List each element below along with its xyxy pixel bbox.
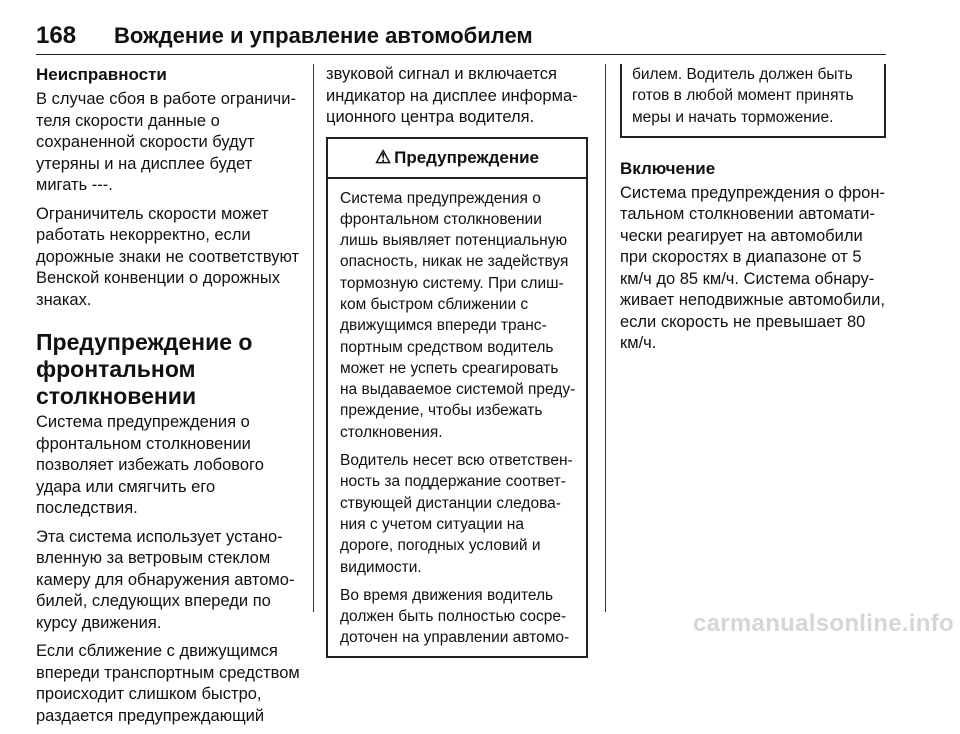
subheading-malfunction: Неисправности — [36, 65, 167, 84]
warning-paragraph: Во время движения водитель должен быть полностью сосредоточен на управлении автомо- — [340, 586, 570, 647]
warning-box — [326, 137, 588, 658]
subheading-enable: Включение — [620, 158, 716, 178]
warning-paragraph: Водитель несет всю ответственность за поддержание соответствующей дистанции следования с учетом ситуации на дороге, погодных условий и видимости. — [340, 452, 573, 576]
warning-body — [328, 179, 586, 649]
warning-triangle-icon: ⚠ — [374, 147, 392, 167]
column-2 — [326, 64, 588, 658]
warning-paragraph: билем. Водитель должен быть готов в любой момент принять меры и начать торможение. — [632, 66, 854, 126]
warning-title-text: Предупреждение — [394, 147, 539, 167]
column-divider — [605, 64, 606, 612]
paragraph: Эта система использует установленную за ветровым стеклом камеру для обнаружения автомобилей, следующих впереди по курсу движения. — [36, 527, 295, 632]
warning-paragraph: Система предупреждения о фронтальном столкновении лишь выявляет потенциальную опасность, никак не задействуя тормозную систему. При слишком быстром сближении с движущимся впереди транспортным средством водитель может не успеть среагировать на выдаваемое системой предупреждение, чтобы избежать столкновения. — [340, 189, 576, 441]
paragraph: Система предупреждения о фронтальном столкновении позволяет избежать лобового удара или смягчить его последствия. — [36, 413, 264, 517]
watermark: carmanualsonline.info — [692, 610, 954, 637]
section-heading: Предупреждение о фронтальном столкновении — [36, 329, 253, 409]
column-1 — [36, 64, 300, 734]
column-3 — [620, 64, 886, 362]
page-number: 168 — [36, 22, 77, 49]
paragraph: В случае сбоя в работе ограничителя скорости данные о сохраненной скорости будут утеряны и на дисплее будет мигать ---. — [36, 90, 296, 194]
column-divider — [313, 64, 314, 612]
chapter-title: Вождение и управление автомобилем — [114, 23, 533, 48]
paragraph: Ограничитель скорости может работать некорректно, если дорожные знаки не соответствуют Венской конвенции о дорожных знаках. — [36, 204, 300, 309]
paragraph: Если сближение с движущимся впереди транспортным средством происходит слишком быстро, раздается предупреждающий — [36, 642, 300, 725]
page-header — [36, 22, 886, 55]
warning-title — [328, 139, 586, 179]
paragraph: Система предупреждения о фронтальном столкновении автоматически реагирует на автомобили при скоростях в диапазоне от 5 км/ч до 85 км/ч. Система обнаруживает неподвижные автомобили, если скорость не превышает 80 км/ч. — [620, 183, 885, 353]
paragraph: звуковой сигнал и включается индикатор на дисплее информационного центра водителя. — [326, 65, 578, 126]
warning-box-continued — [620, 64, 886, 138]
